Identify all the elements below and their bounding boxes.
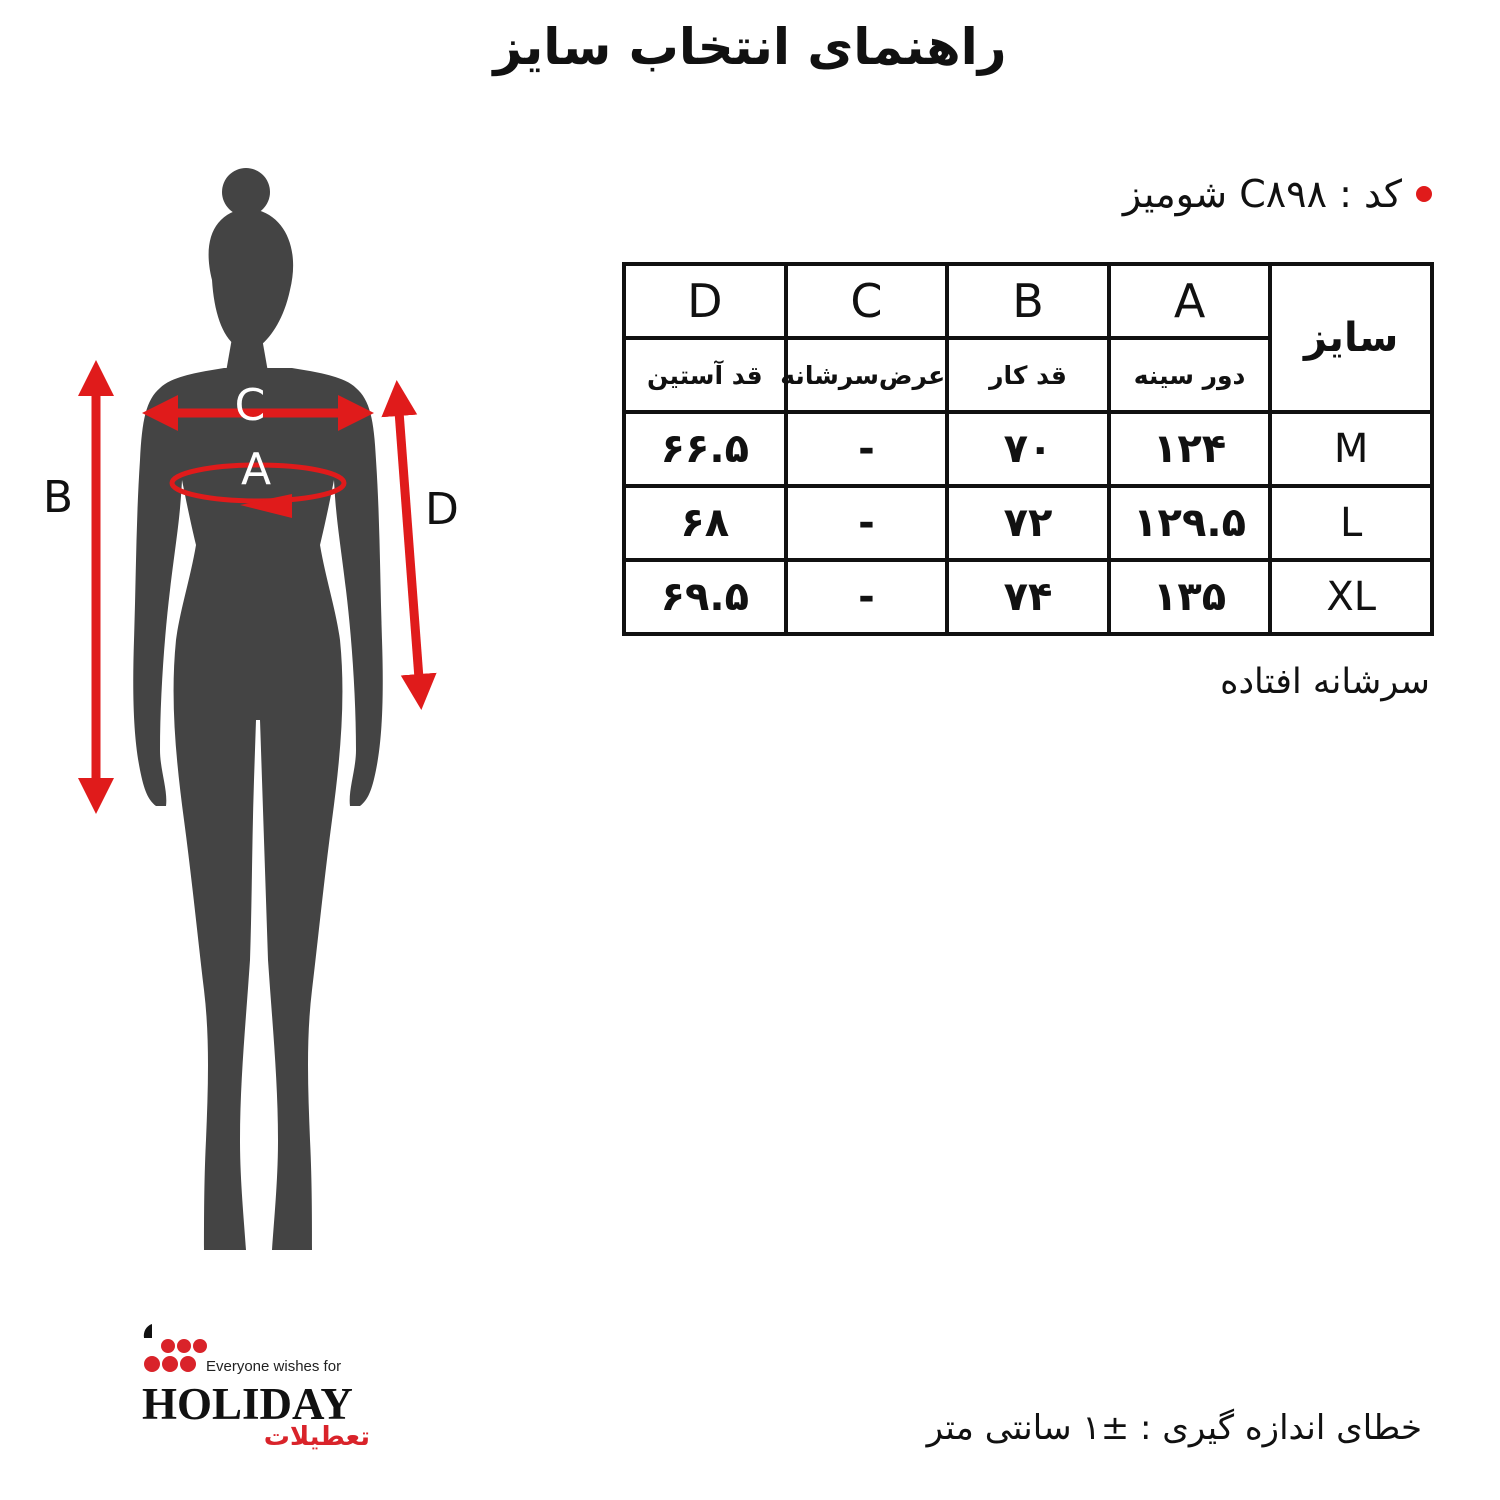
cell-chest: ۱۲۴ <box>1109 412 1271 486</box>
cell-length: ۷۰ <box>947 412 1109 486</box>
column-label-shoulder: عرض‌سرشانه <box>786 338 948 412</box>
label-d: D <box>425 484 459 535</box>
cell-length: ۷۴ <box>947 560 1109 634</box>
table-row <box>624 486 1432 560</box>
column-letter-d: D <box>624 264 786 338</box>
column-label-length: قد کار <box>947 338 1109 412</box>
table-row <box>624 560 1432 634</box>
body-figure <box>0 150 520 1270</box>
arrow-d <box>398 398 420 692</box>
cell-shoulder: - <box>786 486 948 560</box>
cell-size: XL <box>1270 560 1432 634</box>
header-row-letters <box>624 264 1432 338</box>
logo-persian: تعطیلات <box>263 1422 370 1452</box>
column-letter-a: A <box>1109 264 1271 338</box>
logo-dots-icon <box>140 1322 210 1378</box>
column-label-chest: دور سینه <box>1109 338 1271 412</box>
label-a: A <box>240 444 272 495</box>
product-code-text: کد : C۸۹۸ شومیز <box>1122 172 1402 216</box>
logo-tagline: Everyone wishes for <box>206 1358 342 1375</box>
table-row <box>624 412 1432 486</box>
holiday-logo <box>140 1322 400 1462</box>
cell-chest: ۱۲۹.۵ <box>1109 486 1271 560</box>
cell-size: M <box>1270 412 1432 486</box>
cell-sleeve: ۶۸ <box>624 486 786 560</box>
column-letter-c: C <box>786 264 948 338</box>
cell-length: ۷۲ <box>947 486 1109 560</box>
cell-shoulder: - <box>786 412 948 486</box>
cell-shoulder: - <box>786 560 948 634</box>
column-letter-b: B <box>947 264 1109 338</box>
silhouette <box>133 168 383 1250</box>
shoulder-note: سرشانه افتاده <box>1220 662 1430 702</box>
label-c: C <box>234 380 266 431</box>
size-table <box>622 262 1434 636</box>
cell-chest: ۱۳۵ <box>1109 560 1271 634</box>
bullet-dot <box>1416 186 1432 202</box>
cell-size: L <box>1270 486 1432 560</box>
measurement-error-note: خطای اندازه گیری : ±۱ سانتی متر <box>926 1408 1422 1448</box>
cell-sleeve: ۶۶.۵ <box>624 412 786 486</box>
logo-wordmark: HOLIDAY <box>142 1379 353 1429</box>
product-code <box>1123 172 1432 216</box>
cell-sleeve: ۶۹.۵ <box>624 560 786 634</box>
page-title: راهنمای انتخاب سایز <box>493 18 1007 76</box>
size-header: سایز <box>1270 264 1432 412</box>
label-b: B <box>42 472 74 523</box>
column-label-sleeve: قد آستین <box>624 338 786 412</box>
